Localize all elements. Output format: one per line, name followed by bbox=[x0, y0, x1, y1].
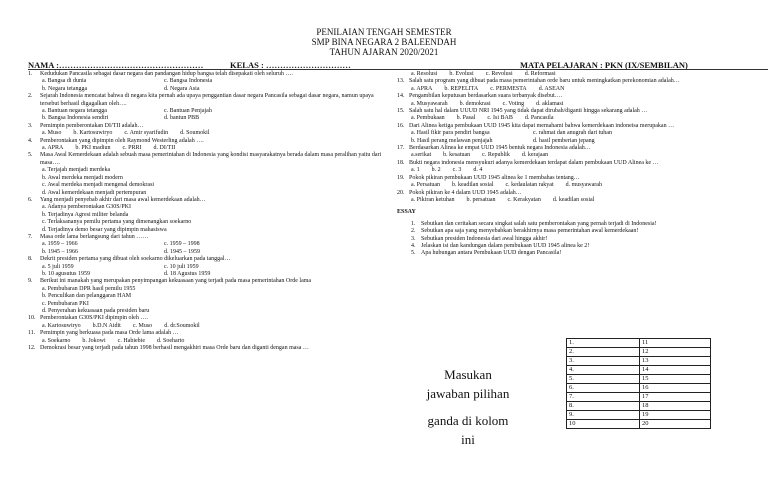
question-number: 20. bbox=[397, 189, 405, 196]
answer-option: a. Kartosuwiryo bbox=[42, 322, 81, 329]
answer-option: b.D.N Aidit bbox=[92, 322, 121, 329]
answer-options-row bbox=[397, 130, 767, 137]
question-number: 2. bbox=[28, 93, 33, 100]
answer-option: a. Pembukaan bbox=[411, 115, 445, 122]
answer-options-row bbox=[28, 86, 388, 93]
answer-option: d. 4 bbox=[473, 167, 483, 174]
answer-options-row bbox=[28, 323, 388, 330]
question-number: 8. bbox=[28, 256, 33, 263]
answer-cell[interactable]: 9. bbox=[567, 411, 640, 420]
answer-option: a. Persatuan bbox=[411, 182, 440, 189]
answer-cell[interactable]: 17 bbox=[640, 393, 711, 402]
question-text: Salah satu program yang dibuat pada masa pemerintahan orde baru untuk meningkatkan perekonomian adalah… bbox=[409, 78, 680, 85]
essay-number: 1. bbox=[411, 220, 416, 227]
answer-option: a. Pikiran ketuhan bbox=[411, 196, 455, 203]
question bbox=[397, 175, 767, 182]
question-text: Bukti negara indonesia mensyukuri adanya kemerdekaan terdapat dalam pembukaan UUD Alinea ke … bbox=[409, 159, 659, 166]
answer-cell[interactable]: 18 bbox=[640, 402, 711, 411]
essay-number: 3. bbox=[411, 235, 416, 242]
answer-option: d. bantun PBB bbox=[164, 115, 200, 122]
answer-grid-row bbox=[567, 348, 711, 357]
answer-option: c. 1959 – 1998 bbox=[164, 241, 200, 248]
answer-option: b. Penculikan dan pelanggaran HAM bbox=[42, 293, 132, 300]
question-text: Pemberontakan yang dipimpin oleh Raymond Westerling adalah …. bbox=[40, 137, 204, 144]
answer-grid bbox=[566, 338, 711, 429]
answer-option: c. rahmat dan anugrah dari tuhan bbox=[533, 130, 612, 137]
answer-grid-row bbox=[567, 402, 711, 411]
answer-option: d. aklamasi bbox=[536, 100, 564, 107]
left-question-column bbox=[28, 71, 388, 352]
academic-year: TAHUN AJARAN 2020/2021 bbox=[329, 47, 439, 57]
answer-option: c. Pembubaran PKI bbox=[42, 300, 89, 307]
question-number: 1. bbox=[28, 71, 33, 77]
answer-cell[interactable]: 12 bbox=[640, 348, 711, 357]
answer-grid-row bbox=[567, 411, 711, 420]
answer-cell[interactable]: 2. bbox=[567, 348, 640, 357]
answer-option: b. Bangsa Indonesia sendiri bbox=[42, 115, 109, 122]
answer-option: b. Pasal bbox=[456, 115, 476, 122]
answer-option: d. hasil pemberian jepang bbox=[533, 137, 595, 144]
answer-option: a. 5 juli 1959 bbox=[42, 263, 74, 270]
answer-option: d. Awal kemerdekaan menjadi pertempuran bbox=[42, 189, 147, 196]
question-text: Pemberontakan G30S/PKI dipimpin oleh …. bbox=[40, 315, 148, 322]
answer-option: a. Muso bbox=[42, 130, 62, 137]
question-text: Pokok pikiran pembukaan UUD 1945 alinea ke 1 membahas tentang… bbox=[409, 174, 580, 181]
answer-option: b. PKI madiun bbox=[75, 145, 111, 152]
answer-cell[interactable]: 13 bbox=[640, 357, 711, 366]
essay-title: ESSAY bbox=[397, 209, 416, 216]
essay-number: 4. bbox=[411, 242, 416, 249]
right-question-column bbox=[397, 71, 767, 258]
essay-number: 5. bbox=[411, 250, 416, 257]
question bbox=[397, 108, 767, 115]
answer-option: c. Amir syarifudin bbox=[124, 130, 169, 137]
class-field: KELAS : ………………………… bbox=[230, 60, 351, 70]
question bbox=[397, 190, 767, 197]
essay-item bbox=[397, 221, 767, 228]
answer-cell[interactable]: 8. bbox=[567, 402, 640, 411]
question-number: 18. bbox=[397, 159, 405, 166]
question bbox=[28, 330, 388, 337]
question-number: 11. bbox=[28, 330, 36, 337]
question-number: 12. bbox=[28, 345, 36, 352]
answer-option: d. Pancasila bbox=[524, 115, 554, 122]
question bbox=[28, 345, 388, 352]
answer-options-row bbox=[28, 241, 388, 248]
answer-cell[interactable]: 4. bbox=[567, 366, 640, 375]
school-name: SMP BINA NEGARA 2 BALEENDAH bbox=[311, 37, 457, 47]
answer-option: d. 1945 – 1959 bbox=[164, 248, 200, 255]
exam-title: PENILAIAN TENGAH SEMESTER bbox=[316, 27, 452, 37]
answer-option: b. Hasil perang melawan penjajah bbox=[411, 137, 493, 144]
answer-option: b. 1945 – 1966 bbox=[42, 248, 78, 255]
answer-option: b. persatuan bbox=[466, 196, 496, 203]
question bbox=[28, 315, 388, 322]
answer-cell[interactable]: 3. bbox=[567, 357, 640, 366]
question bbox=[28, 152, 388, 167]
answer-options-row bbox=[28, 264, 388, 271]
essay-text: Jelaskan isi dan kandungan dalam pembukaan UUD 1945 alinea ke 2! bbox=[421, 242, 590, 249]
question-number: 3. bbox=[28, 122, 33, 129]
answer-option: c. Republik bbox=[482, 152, 510, 159]
answer-option: b. Kartosuwiryo bbox=[73, 130, 113, 137]
answer-option: d. 18 Agustus 1959 bbox=[164, 270, 211, 277]
answer-options-row bbox=[28, 130, 388, 137]
answer-option: c. Terlaksananya pemilu pertama yang dimenangkan soekarno bbox=[42, 219, 192, 226]
answer-option: d. kerajaan bbox=[521, 152, 549, 159]
question-text: Pemimpin yang berkuasa pada masa Orde lama adalah … bbox=[40, 330, 179, 337]
subject-field: MATA PELAJARAN : PKN (IX/SEMBILAN) bbox=[520, 60, 688, 70]
instruction-line: Masukan bbox=[444, 367, 492, 382]
answer-cell[interactable]: 5. bbox=[567, 375, 640, 384]
question-text: Salah satu hal dalam UUUD NRI 1945 yang tidak dapat dirubah/diganti hingga sekarang adalah … bbox=[409, 108, 648, 115]
question-number: 14. bbox=[397, 93, 405, 100]
question-text: Masa orde lama berlangsung dari tahun …… bbox=[40, 233, 149, 240]
answer-option: c. Awal merdeka menjadi mengenal demokrasi bbox=[42, 182, 155, 189]
answer-options-row bbox=[28, 115, 388, 122]
question bbox=[28, 256, 388, 263]
question bbox=[28, 197, 388, 204]
answer-option: b. Jokowi bbox=[82, 337, 106, 344]
question bbox=[397, 145, 767, 152]
answer-options-row bbox=[28, 249, 388, 256]
answer-grid-row bbox=[567, 384, 711, 393]
answer-grid-row bbox=[567, 366, 711, 375]
name-field: NAMA :…………………………………………… bbox=[28, 60, 204, 70]
answer-option: c. PERMESTA bbox=[490, 85, 527, 92]
answer-option: d. Soumokil bbox=[180, 130, 210, 137]
question-number: 9. bbox=[28, 278, 33, 285]
question bbox=[28, 278, 388, 285]
question-text: Yang menjadi penyebab akhir dari masa awal kemerdekaan adalah… bbox=[40, 196, 206, 203]
answer-grid-row bbox=[567, 357, 711, 366]
question bbox=[397, 78, 767, 85]
instruction-line: ganda di kolom bbox=[427, 413, 509, 428]
question-number: 19. bbox=[397, 174, 405, 181]
answer-option: b. kesatuan bbox=[443, 152, 471, 159]
question-number: 16. bbox=[397, 122, 405, 129]
essay-text: Sebutkan apa saja yang menyebabkan berakhirnya masa pemerintahan awal kemerdekaan! bbox=[421, 228, 639, 235]
answer-option: b. 2 bbox=[431, 167, 441, 174]
answer-cell[interactable]: 14 bbox=[640, 366, 711, 375]
answer-option: d. Reformasi bbox=[524, 71, 556, 77]
answer-option: c. Kerakyatan bbox=[507, 196, 541, 203]
instruction-line: ini bbox=[461, 432, 475, 447]
answer-options-row bbox=[28, 338, 388, 345]
answer-option: c. 10 juli 1959 bbox=[164, 263, 199, 270]
question bbox=[28, 138, 388, 145]
answer-option: b. Evolusi bbox=[449, 71, 474, 77]
question-number: 5. bbox=[28, 152, 33, 159]
answer-option: a. Bangsa di dunia bbox=[42, 78, 87, 85]
answer-option: a. Soekarno bbox=[42, 337, 71, 344]
answer-option: d. Soeharto bbox=[157, 337, 185, 344]
question-text: Berdasarkan Alinea ke empat UUD 1945 bentuk negara Indonesia adalah… bbox=[409, 145, 591, 152]
question-number: 6. bbox=[28, 196, 33, 203]
answer-option: c. Voting bbox=[502, 100, 525, 107]
answer-options-row bbox=[397, 71, 767, 78]
answer-option: a. APRA bbox=[42, 145, 64, 152]
answer-options-row bbox=[397, 167, 767, 174]
question-text: Pengambilan keputusan berdasarkan suara terbanyak disebut…. bbox=[409, 93, 563, 100]
question bbox=[28, 234, 388, 241]
answer-grid-row bbox=[567, 339, 711, 348]
instruction-line: jawaban pilihan bbox=[426, 386, 510, 401]
question bbox=[28, 123, 388, 130]
question-text: Dari Alinea ketiga pembukaan UUD 1945 kita dapat memahami bahwa kemerdekaan indoneisa merupakan … bbox=[409, 122, 675, 129]
answer-options-row bbox=[28, 108, 388, 115]
header-divider bbox=[28, 69, 768, 70]
essay-item bbox=[397, 228, 767, 235]
answer-option: b. Terjadinya Agresi militer belanda bbox=[42, 211, 129, 218]
answer-option: a. Terjajah menjadi merdeka bbox=[42, 167, 111, 174]
answer-options-row bbox=[28, 78, 388, 85]
question bbox=[28, 71, 388, 78]
answer-option: a. Pembubaran DPR hasil pemilu 1955 bbox=[42, 285, 136, 292]
answer-options-row bbox=[397, 138, 767, 145]
answer-options-row bbox=[397, 101, 767, 108]
answer-option: a. 1 bbox=[411, 167, 420, 174]
answer-grid-row bbox=[567, 393, 711, 402]
question bbox=[397, 160, 767, 167]
question-text: Berikut ini manakah yang merupakan penyimpangan kekuasaan yang terjadi pada masa pemerintahan Orde lama bbox=[40, 278, 312, 285]
answer-option: d. keadilan sosial bbox=[552, 196, 595, 203]
answer-option: d. DI/TII bbox=[153, 145, 176, 152]
question-text: Pokok pikiran ke 4 dalam UUD 1945 adalah… bbox=[409, 189, 522, 196]
question-text: Dekrit presiden pertama yang dibuat oleh soekarno dikeluarkan pada tanggal… bbox=[40, 256, 231, 263]
answer-cell[interactable]: 7. bbox=[567, 393, 640, 402]
question-text: Sejarah Indonesia mencatat bahwa di negara kita pernah ada upaya penggantian dasar negara Pancasila sebagai dasar negara, namun upaya tersebut berhasil digagalkan oleh…. bbox=[40, 93, 374, 107]
answer-options-row bbox=[397, 182, 767, 189]
essay-item bbox=[397, 236, 767, 243]
answer-option: d. Negara Asia bbox=[164, 85, 200, 92]
answer-option: c. PRRI bbox=[122, 145, 142, 152]
answer-options-row bbox=[28, 271, 388, 278]
question-text: Kedudukan Pancasila sebagai dasar negara dan pandangan hidup bangsa telah disepakati oleh seluruh …. bbox=[40, 71, 293, 77]
answer-options-row bbox=[397, 86, 767, 93]
essay-number: 2. bbox=[411, 228, 416, 235]
answer-grid-row bbox=[567, 375, 711, 384]
answer-cell[interactable]: 1. bbox=[567, 339, 640, 348]
answer-option: c. kedaulatan rakyat bbox=[505, 182, 554, 189]
answer-cell[interactable]: 10 bbox=[567, 420, 640, 429]
answer-options-row bbox=[397, 197, 767, 204]
answer-cell[interactable]: 20 bbox=[640, 420, 711, 429]
essay-text: Apa hubungan antara Pembukaan UUD dengan Pancasila! bbox=[421, 250, 562, 257]
answer-option: c. Bantuan Penjajah bbox=[164, 108, 212, 115]
answer-option: d. Penyerahan kekuasaan pada presiden baru bbox=[42, 308, 150, 314]
answer-option: d. musyawarah bbox=[565, 182, 602, 189]
answer-option: a. Resolusi bbox=[411, 71, 438, 77]
question-text: Demokrasi besar yang terjadi pada tahun 1998 berhasil mengakhiri masa Orde baru dan diganti dengan masa … bbox=[40, 345, 309, 352]
answer-cell[interactable]: 15 bbox=[640, 375, 711, 384]
question bbox=[397, 93, 767, 100]
essay-item bbox=[397, 243, 767, 250]
answer-option: b. 10 agusutus 1959 bbox=[42, 270, 90, 277]
question-text: Pemimpin pemberontakan DI/TII adalah… bbox=[40, 122, 144, 129]
answer-options-row bbox=[397, 152, 767, 159]
question-number: 15. bbox=[397, 108, 405, 115]
question-number: 17. bbox=[397, 145, 405, 152]
answer-option: c. Bangsa Indonesia bbox=[164, 78, 213, 85]
answer-instruction bbox=[418, 365, 518, 449]
answer-option: a.serikat bbox=[411, 152, 432, 159]
answer-option: c. Revolusi bbox=[485, 71, 513, 77]
answer-option: a. Adanya pemberontakan G30S/PKI bbox=[42, 204, 131, 211]
question bbox=[28, 93, 388, 108]
answer-option: b. keadilan sosial bbox=[452, 182, 494, 189]
answer-option: d. ASEAN bbox=[538, 85, 565, 92]
essay-item bbox=[397, 250, 767, 257]
answer-cell[interactable]: 19 bbox=[640, 411, 711, 420]
answer-cell[interactable]: 16 bbox=[640, 384, 711, 393]
answer-option: a. Hasil fikir para pendiri bangsa bbox=[411, 130, 490, 137]
question-text: Masa Awal Kemerdekaan adalah sebuah masa pemerintahan di Indonesia yang kondisi masyarakatnya berada dalam masa peralihan yaitu dari masa…. bbox=[40, 152, 382, 166]
question-number: 10. bbox=[28, 315, 36, 322]
answer-options-row bbox=[397, 115, 767, 122]
question-number: 13. bbox=[397, 78, 405, 85]
essay-text: Sebutkan presiden Indonesia dari awal hingga akhir! bbox=[421, 235, 548, 242]
question-number: 7. bbox=[28, 233, 33, 240]
answer-option: a. Bantuan negara tetangga bbox=[42, 108, 107, 115]
answer-option: c. Muso bbox=[132, 322, 153, 329]
essay-text: Sebutkan dan ceritakan secara singkat salah satu pemberontakan yang pernah terjadi di Indonesia! bbox=[421, 220, 657, 227]
question-number: 4. bbox=[28, 137, 33, 144]
answer-option: a. 1959 – 1966 bbox=[42, 241, 78, 248]
answer-option: a. APRA bbox=[411, 85, 433, 92]
answer-option: b. Awal merdeka menjadi modern bbox=[42, 174, 123, 181]
answer-option: b. demokrasi bbox=[459, 100, 491, 107]
answer-option: b. Negara tetangga bbox=[42, 85, 88, 92]
answer-options-row bbox=[28, 145, 388, 152]
answer-option: c. 3 bbox=[452, 167, 462, 174]
answer-option: c. Habiebie bbox=[117, 337, 145, 344]
answer-grid-row bbox=[567, 420, 711, 429]
answer-option: d. Terjadinya demo besar yang dipimpin mahasiswa bbox=[42, 226, 167, 233]
answer-cell[interactable]: 11 bbox=[640, 339, 711, 348]
answer-option: d. dr.Soumokil bbox=[164, 322, 200, 329]
answer-option: a. Musyawarah bbox=[411, 100, 448, 107]
answer-option: c. Isi BAB bbox=[487, 115, 513, 122]
answer-cell[interactable]: 6. bbox=[567, 384, 640, 393]
answer-option: b. REPELITA bbox=[444, 85, 479, 92]
